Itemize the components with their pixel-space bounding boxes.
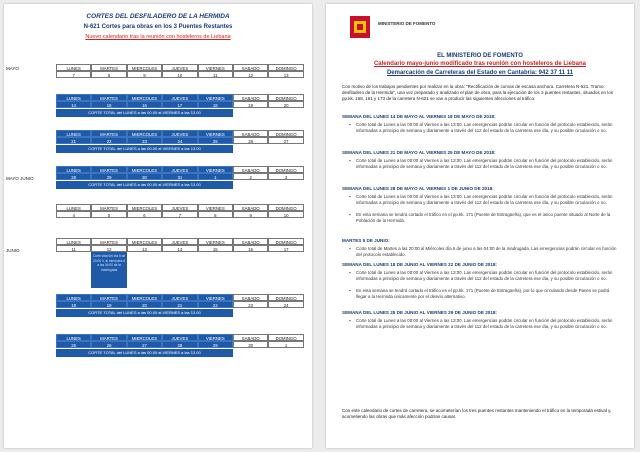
day-header: VIERNES	[198, 166, 233, 173]
day-date: 7	[162, 211, 197, 218]
closure-item: ▪ En esta semana se tendrá cortado el tráfico en el pp.kk. 171 (Puente de Estragüeña), por lo que circulando desde Panes se podrá llegar a la Hermida únicamente por el desvío alternativo.	[356, 288, 618, 299]
day-date: 29	[198, 341, 233, 348]
week-heading: SEMANA DEL LUNES 25 DE JUNIO AL VIERNES 29 DE JUNIO DE 2018:	[342, 310, 497, 315]
day-header: VIERNES	[198, 64, 233, 71]
day-header: DOMINGO	[268, 238, 303, 245]
day-header: JUEVES	[162, 64, 197, 71]
closure-item: ▪ Corte total de Lunes a las 00:00 al Viernes a las 13:00. Las emergencias podrán circular en función del protocolo establecido, serán informadas a principio de semana y diariamente a través del 112 del estado de la carretera ese día, y su posible circulación o no.	[356, 318, 618, 329]
day-date: 31	[162, 173, 197, 180]
day-date: 17	[162, 101, 197, 108]
day-header: SABADO	[233, 130, 268, 137]
month-label: JUNIO	[6, 248, 20, 253]
day-date: 12	[91, 245, 126, 252]
day-date: 26	[91, 341, 126, 348]
day-date: 13	[127, 245, 162, 252]
day-header: MIERCOLES	[127, 166, 162, 173]
day-header: SABADO	[233, 94, 268, 101]
day-header: MIERCOLES	[127, 334, 162, 341]
day-date: 24	[268, 301, 303, 308]
day-date: 14	[162, 245, 197, 252]
day-header: MARTES	[91, 166, 126, 173]
day-date: 18	[56, 301, 91, 308]
day-date: 1	[268, 341, 303, 348]
calendar-subtitle-2: Nuevo calendario tras la reunión con hosteleros de Liebana	[85, 34, 231, 40]
day-date: 10	[268, 211, 303, 218]
day-header: LUNES	[56, 204, 91, 211]
closure-strip: CORTE TOTAL del LUNES a las 00.00 al VIERNES a las 13.00	[56, 109, 233, 117]
day-header: VIERNES	[198, 334, 233, 341]
day-date: 8	[91, 71, 126, 78]
day-date: 24	[162, 137, 197, 144]
week-heading: SEMANA DEL LUNES 21 DE MAYO AL VIERNES 25 DE MAYO DE 2018:	[342, 150, 496, 155]
day-date: 25	[198, 137, 233, 144]
closure-item: ▪ En esta semana se tendrá cortado el tráfico en el pp.kk. 171 (Puente de Estragüeña), que es el único puente situado al Norte de la Población de la Hermida.	[356, 212, 618, 223]
week-heading: SEMANA DEL LUNES 18 DE JUNIO AL VIERNES 22 DE JUNIO DE 2018:	[342, 262, 497, 267]
day-header: JUEVES	[162, 294, 197, 301]
day-header: JUEVES	[162, 238, 197, 245]
day-header: MARTES	[91, 130, 126, 137]
day-date: 12	[233, 71, 268, 78]
day-header: SABADO	[233, 204, 268, 211]
day-date: 1	[198, 173, 233, 180]
day-header: JUEVES	[162, 94, 197, 101]
day-date: 16	[233, 245, 268, 252]
day-date: 30	[233, 341, 268, 348]
day-header: VIERNES	[198, 94, 233, 101]
day-date: 20	[268, 101, 303, 108]
day-date: 19	[91, 301, 126, 308]
day-date: 5	[91, 211, 126, 218]
day-header: JUEVES	[162, 166, 197, 173]
week-heading: SEMANA DEL LUNES 14 DE MAYO AL VIERNES 18 DE MAYO DE 2018:	[342, 114, 496, 119]
day-header: MARTES	[91, 64, 126, 71]
calendar-title: CORTES DEL DESFILADERO DE LA HERMIDA	[86, 13, 230, 20]
day-header: VIERNES	[198, 238, 233, 245]
notice-intro: Con motivo de los trabajos pendientes por realizar en la obra: "Rectificación de curvas de escasa anchura. Carretera N-621. Tramo: desfiladero de la Hermida", una vez preparado y analizado el plan de obra, para la ejecución de los 3 puentes restantes, situados en los pp.kk. 158, 161 y 173 de la carretera N-621 se van a producir las siguientes afecciones al tráfico:	[342, 84, 614, 101]
day-date: 17	[268, 245, 303, 252]
day-date: 10	[162, 71, 197, 78]
notice-page	[326, 4, 634, 448]
day-header: VIERNES	[198, 204, 233, 211]
closure-strip: CORTE TOTAL del LUNES a las 00.00 al VIERNES a las 13.00	[56, 145, 233, 153]
calendar-page	[4, 4, 312, 448]
day-header: MIERCOLES	[127, 94, 162, 101]
ministry-logo-icon	[348, 14, 408, 40]
day-header: MARTES	[91, 238, 126, 245]
day-header: MARTES	[91, 204, 126, 211]
day-header: JUEVES	[162, 204, 197, 211]
day-date: 6	[127, 211, 162, 218]
day-date: 15	[198, 245, 233, 252]
day-header: LUNES	[56, 166, 91, 173]
day-date: 8	[198, 211, 233, 218]
day-header: SABADO	[233, 294, 268, 301]
day-date: 3	[268, 173, 303, 180]
day-date: 27	[268, 137, 303, 144]
day-date: 29	[91, 173, 126, 180]
day-date: 19	[233, 101, 268, 108]
day-date: 22	[91, 137, 126, 144]
day-header: LUNES	[56, 130, 91, 137]
ministry-name: MINISTERIO DE FOMENTO	[378, 21, 436, 26]
day-date: 11	[198, 71, 233, 78]
day-header: SABADO	[233, 64, 268, 71]
day-date: 14	[56, 101, 91, 108]
day-date: 30	[127, 173, 162, 180]
day-header: MIERCOLES	[127, 238, 162, 245]
day-header: DOMINGO	[268, 94, 303, 101]
day-header: LUNES	[56, 294, 91, 301]
day-header: DOMINGO	[268, 204, 303, 211]
notice-heading: EL MINISTERIO DE FOMENTO	[437, 53, 523, 59]
day-date: 21	[162, 301, 197, 308]
day-date: 7	[56, 71, 91, 78]
day-date: 25	[56, 341, 91, 348]
day-header: MARTES	[91, 294, 126, 301]
day-header: SABADO	[233, 238, 268, 245]
day-date: 4	[56, 211, 91, 218]
closure-item: ▪ Corte total de Lunes a las 00:00 al Viernes a las 13:00. Las emergencias podrán circular en función del protocolo establecido, serán informadas a principio de semana y diariamente a través del 112 del estado de la carretera ese día, y su posible circulación o no.	[356, 122, 618, 133]
day-header: DOMINGO	[268, 64, 303, 71]
week-heading: SEMANA DEL LUNES 28 DE MAYO AL VIERNES 1 DE JUNIO DE 2018:	[342, 186, 494, 191]
closure-item: ▪ Corte total de Martes a las 20:00 al Miércoles día 6 de junio a las 04:00 de la madrugada. Las emergencias podrán circular en función del protocolo establecido.	[356, 246, 618, 257]
day-header: MARTES	[91, 94, 126, 101]
day-date: 23	[127, 137, 162, 144]
day-date: 2	[233, 173, 268, 180]
day-header: JUEVES	[162, 334, 197, 341]
closure-strip: CORTE TOTAL del LUNES a las 00.00 al VIERNES a las 13.00	[56, 309, 233, 317]
day-date: 28	[56, 173, 91, 180]
day-header: MIERCOLES	[127, 204, 162, 211]
day-date: 13	[268, 71, 303, 78]
day-header: DOMINGO	[268, 166, 303, 173]
day-date: 20	[127, 301, 162, 308]
day-header: VIERNES	[198, 130, 233, 137]
day-date: 15	[91, 101, 126, 108]
day-header: SABADO	[233, 334, 268, 341]
day-header: JUEVES	[162, 130, 197, 137]
day-date: 28	[162, 341, 197, 348]
day-date: 23	[233, 301, 268, 308]
day-date: 11	[56, 245, 91, 252]
day-header: MIERCOLES	[127, 130, 162, 137]
week-heading: MARTES 5 DE JUNIO:	[342, 238, 390, 243]
day-header: LUNES	[56, 94, 91, 101]
day-header: LUNES	[56, 334, 91, 341]
day-header: VIERNES	[198, 294, 233, 301]
day-date: 9	[233, 211, 268, 218]
day-date: 22	[198, 301, 233, 308]
calendar-subtitle: N-621 Cortes para obras en los 3 Puentes Restantes	[83, 24, 233, 30]
closure-item: ▪ Corte total de Lunes a las 00:00 al Viernes a las 13:00. Las emergencias podrán circular en función del protocolo establecido, serán informadas a principio de semana y diariamente a través del 112 del estado de la carretera ese día, y su posible circulación o no.	[356, 194, 618, 205]
day-header: MIERCOLES	[127, 64, 162, 71]
notice-phone: Demarcación de Carreteras del Estado en Cantabria: 942 37 11 11	[386, 70, 574, 76]
month-label: MAYO	[6, 66, 19, 71]
month-label: MAYO JUNIO	[6, 176, 34, 181]
notice-subheading: Calendario mayo-junio modificado tras reunión con hosteleros de Liebana	[373, 61, 587, 67]
day-header: MIERCOLES	[127, 294, 162, 301]
day-header: SABADO	[233, 166, 268, 173]
day-header: DOMINGO	[268, 130, 303, 137]
closure-strip: CORTE TOTAL del LUNES a las 00.00 al VIERNES a las 13.00	[56, 181, 233, 189]
notice-footer: Con este calendario de cortes de carretera, se acometerían los tres puentes restantes manteniendo el tráfico en la temporada estival y, acometiendo las obras que más afección podrían causar.	[342, 408, 612, 419]
day-date: 9	[127, 71, 162, 78]
day-header: LUNES	[56, 238, 91, 245]
closure-strip: CORTE TOTAL del LUNES a las 00.00 al VIERNES a las 13.00	[56, 349, 233, 357]
day-header: DOMINGO	[268, 334, 303, 341]
day-date: 21	[56, 137, 91, 144]
day-date: 27	[127, 341, 162, 348]
closure-item: ▪ Corte total de Lunes a las 00:00 al Viernes a las 13:00. Las emergencias podrán circular en función del protocolo establecido, serán informadas a principio de semana y diariamente a través del 112 del estado de la carretera ese día, y su posible circulación o no.	[356, 158, 618, 169]
day-date: 16	[127, 101, 162, 108]
special-closure-note: Corte total del día 5 de 20:00 h. al miércoles 6 a las 04:00 de la madrugada	[91, 252, 126, 288]
closure-item: ▪ Corte total de Lunes a las 00:00 al Viernes a las 13:00. Las emergencias podrán circular en función del protocolo establecido, serán informadas a principio de semana y diariamente a través del 112 del estado de la carretera ese día, y su posible circulación o no.	[356, 270, 618, 281]
day-header: MARTES	[91, 334, 126, 341]
day-header: LUNES	[56, 64, 91, 71]
day-date: 18	[198, 101, 233, 108]
day-date: 26	[233, 137, 268, 144]
day-header: DOMINGO	[268, 294, 303, 301]
